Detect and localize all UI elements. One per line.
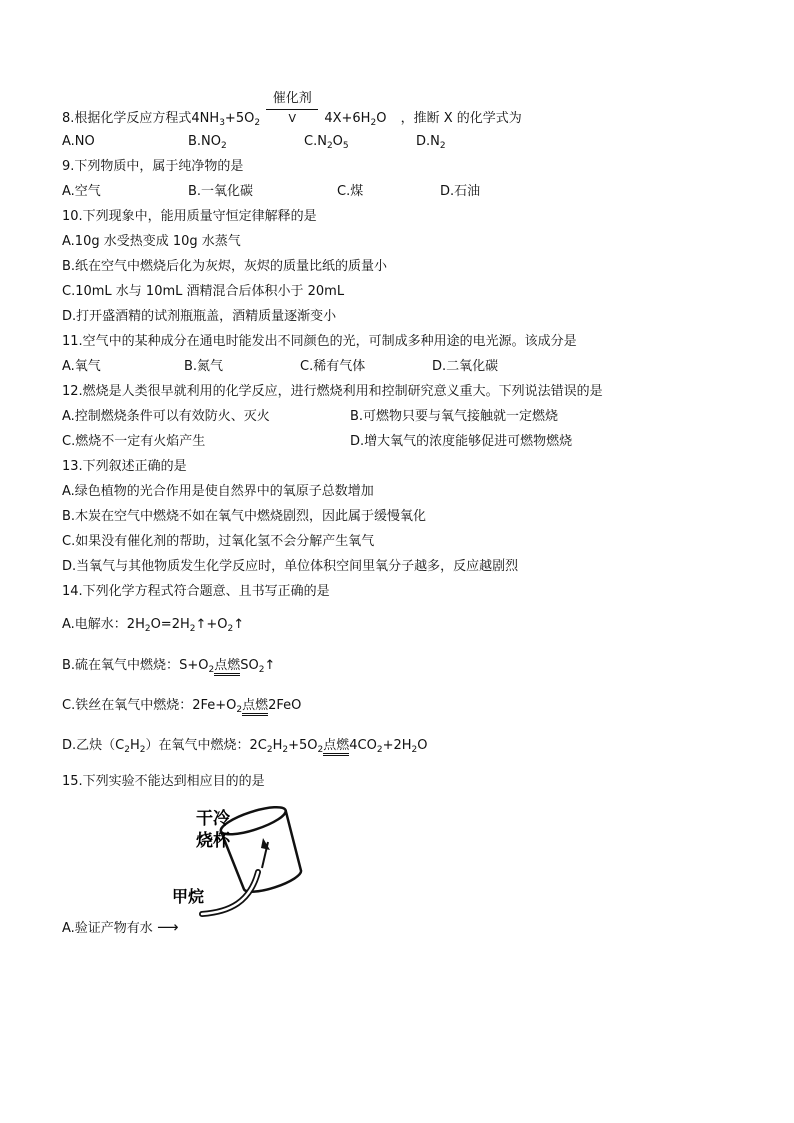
q14-sub: 2 [236, 705, 243, 715]
q14-sub: 2 [144, 624, 151, 634]
q8-sub: 5 [342, 141, 349, 151]
q14-sub: 2 [258, 665, 265, 675]
q14-option-a [62, 616, 244, 634]
question-8-stem [62, 91, 522, 128]
q12-option-c: C.燃烧不一定有火焰产生 [62, 434, 206, 449]
q8-sub: 2 [221, 141, 227, 151]
beaker-drawing [218, 802, 307, 898]
q9-option-b: B.一氧化碳 [188, 184, 254, 199]
q8-sub: 2 [439, 141, 446, 151]
q14a-text: ↑ [233, 617, 245, 632]
q13-option-c: C.如果没有催化剂的帮助，过氧化氢不会分解产生氧气 [62, 534, 375, 549]
q10-option-a: A.10g 水受热变成 10g 水蒸气 [62, 234, 241, 249]
q14-sub: 2 [227, 624, 234, 634]
q14a-text: A.电解水：2H [62, 617, 145, 632]
ignite-condition: 点燃 [242, 699, 268, 716]
q14-option-b [62, 657, 275, 676]
q15-option-a [62, 918, 178, 938]
q14d-text: 4CO [349, 738, 377, 753]
question-14-stem: 14.下列化学方程式符合题意、且书写正确的是 [62, 584, 330, 599]
q14-sub: 2 [411, 745, 418, 755]
right-arrow-icon: ⟶ [156, 918, 179, 936]
reaction-condition-arrow [264, 91, 320, 128]
q9-option-d: D.石油 [440, 184, 481, 199]
q14d-text: +2H [382, 738, 412, 753]
q14-option-d [62, 737, 428, 756]
q14-sub: 2 [139, 745, 146, 755]
q14-sub: 2 [266, 745, 273, 755]
q15-option-a-text: A.验证产物有水 [62, 921, 153, 936]
q8-o2: +5O [224, 111, 255, 126]
q8-sub: 3 [219, 118, 225, 128]
q8-option-c-text: O [332, 134, 343, 149]
q14b-text: SO [240, 658, 259, 673]
beaker-label-line1: 干冷 [196, 809, 230, 829]
q11-option-a: A.氧气 [62, 359, 101, 374]
q14c-text: C.铁丝在氧气中燃烧： [62, 698, 193, 713]
q8-option-d [416, 133, 446, 151]
q14d-text: H [129, 738, 140, 753]
ignite-condition: 点燃 [214, 659, 240, 676]
beaker-label-line2: 烧杯 [196, 831, 230, 851]
q14d-text: O [417, 738, 428, 753]
q14b-text: B.硫在氧气中燃烧： [62, 658, 180, 673]
q14d-text: ）在氧气中燃烧： [145, 738, 250, 753]
methane-combustion-figure [150, 798, 320, 928]
q12-option-b: B.可燃物只要与氧气接触就一定燃烧 [350, 409, 559, 424]
q8-prefix: 8.根据化学反应方程式4NH [62, 111, 220, 126]
q14d-text: 2C [249, 738, 267, 753]
ignite-condition: 点燃 [323, 739, 349, 756]
q14-option-c [62, 697, 301, 716]
q14-sub: 2 [189, 624, 196, 634]
q14-sub: 2 [208, 665, 215, 675]
q14d-text: H [272, 738, 283, 753]
q8-products: 4X+6H [324, 111, 371, 126]
question-12-stem: 12.燃烧是人类很早就利用的化学反应，进行燃烧利用和控制研究意义重大。下列说法错误的是 [62, 384, 603, 399]
q14d-text: +5O [288, 738, 318, 753]
q13-option-b: B.木炭在空气中燃烧不如在氧气中燃烧剧烈，因此属于缓慢氧化 [62, 509, 427, 524]
q14a-text: ↑+O [195, 617, 228, 632]
q14d-text: D.乙炔（C [62, 738, 125, 753]
methane-label: 甲烷 [172, 887, 205, 906]
q13-option-d: D.当氧气与其他物质发生化学反应时，单位体积空间里氧分子越多，反应越剧烈 [62, 559, 519, 574]
question-13-stem: 13.下列叙述正确的是 [62, 459, 187, 474]
q11-option-b: B.氮气 [184, 359, 224, 374]
q14a-text: O=2H [150, 617, 190, 632]
q12-option-d: D.增大氧气的浓度能够促进可燃物燃烧 [350, 434, 573, 449]
q9-option-a: A.空气 [62, 184, 101, 199]
heat-symbol: V [288, 112, 296, 125]
question-9-stem: 9.下列物质中，属于纯净物的是 [62, 159, 244, 174]
q8-option-c [304, 133, 349, 151]
q8-option-c-text: C.N [304, 134, 327, 149]
q14-sub: 2 [376, 745, 383, 755]
q11-option-c: C.稀有气体 [300, 359, 366, 374]
question-10-stem: 10.下列现象中，能用质量守恒定律解释的是 [62, 209, 317, 224]
q10-option-d: D.打开盛酒精的试剂瓶瓶盖，酒精质量逐渐变小 [62, 309, 337, 324]
q10-option-b: B.纸在空气中燃烧后化为灰烬，灰烬的质量比纸的质量小 [62, 259, 388, 274]
catalyst-label: 催化剂 [272, 91, 312, 106]
q9-option-c: C.煤 [337, 184, 364, 199]
q14c-text: 2Fe+O [192, 698, 237, 713]
flame-arrowhead [261, 838, 270, 850]
q14b-text: S+O [179, 658, 209, 673]
q12-option-a: A.控制燃烧条件可以有效防火、灭火 [62, 409, 270, 424]
q14-sub: 2 [317, 745, 324, 755]
q8-sub: 2 [326, 141, 333, 151]
q13-option-a: A.绿色植物的光合作用是使自然界中的氧原子总数增加 [62, 484, 374, 499]
q8-option-b [188, 133, 227, 151]
q14b-text: ↑ [264, 658, 276, 673]
q14-sub: 2 [282, 745, 289, 755]
q8-option-d-text: D.N [416, 134, 440, 149]
q8-suffix: ，推断 X 的化学式为 [400, 111, 522, 126]
q8-option-b-text: B.NO [188, 134, 222, 149]
q8-sub: 2 [370, 118, 377, 128]
q8-o: O [376, 111, 387, 126]
q8-sub: 2 [254, 118, 261, 128]
q14-sub: 2 [124, 745, 130, 755]
question-15-stem: 15.下列实验不能达到相应目的的是 [62, 774, 265, 789]
q8-option-a: A.NO [62, 134, 95, 149]
q14c-text: 2FeO [268, 698, 302, 713]
q10-option-c: C.10mL 水与 10mL 酒精混合后体积小于 20mL [62, 284, 345, 299]
question-11-stem: 11.空气中的某种成分在通电时能发出不同颜色的光，可制成多种用途的电光源。该成分是 [62, 334, 577, 349]
q11-option-d: D.二氧化碳 [432, 359, 499, 374]
